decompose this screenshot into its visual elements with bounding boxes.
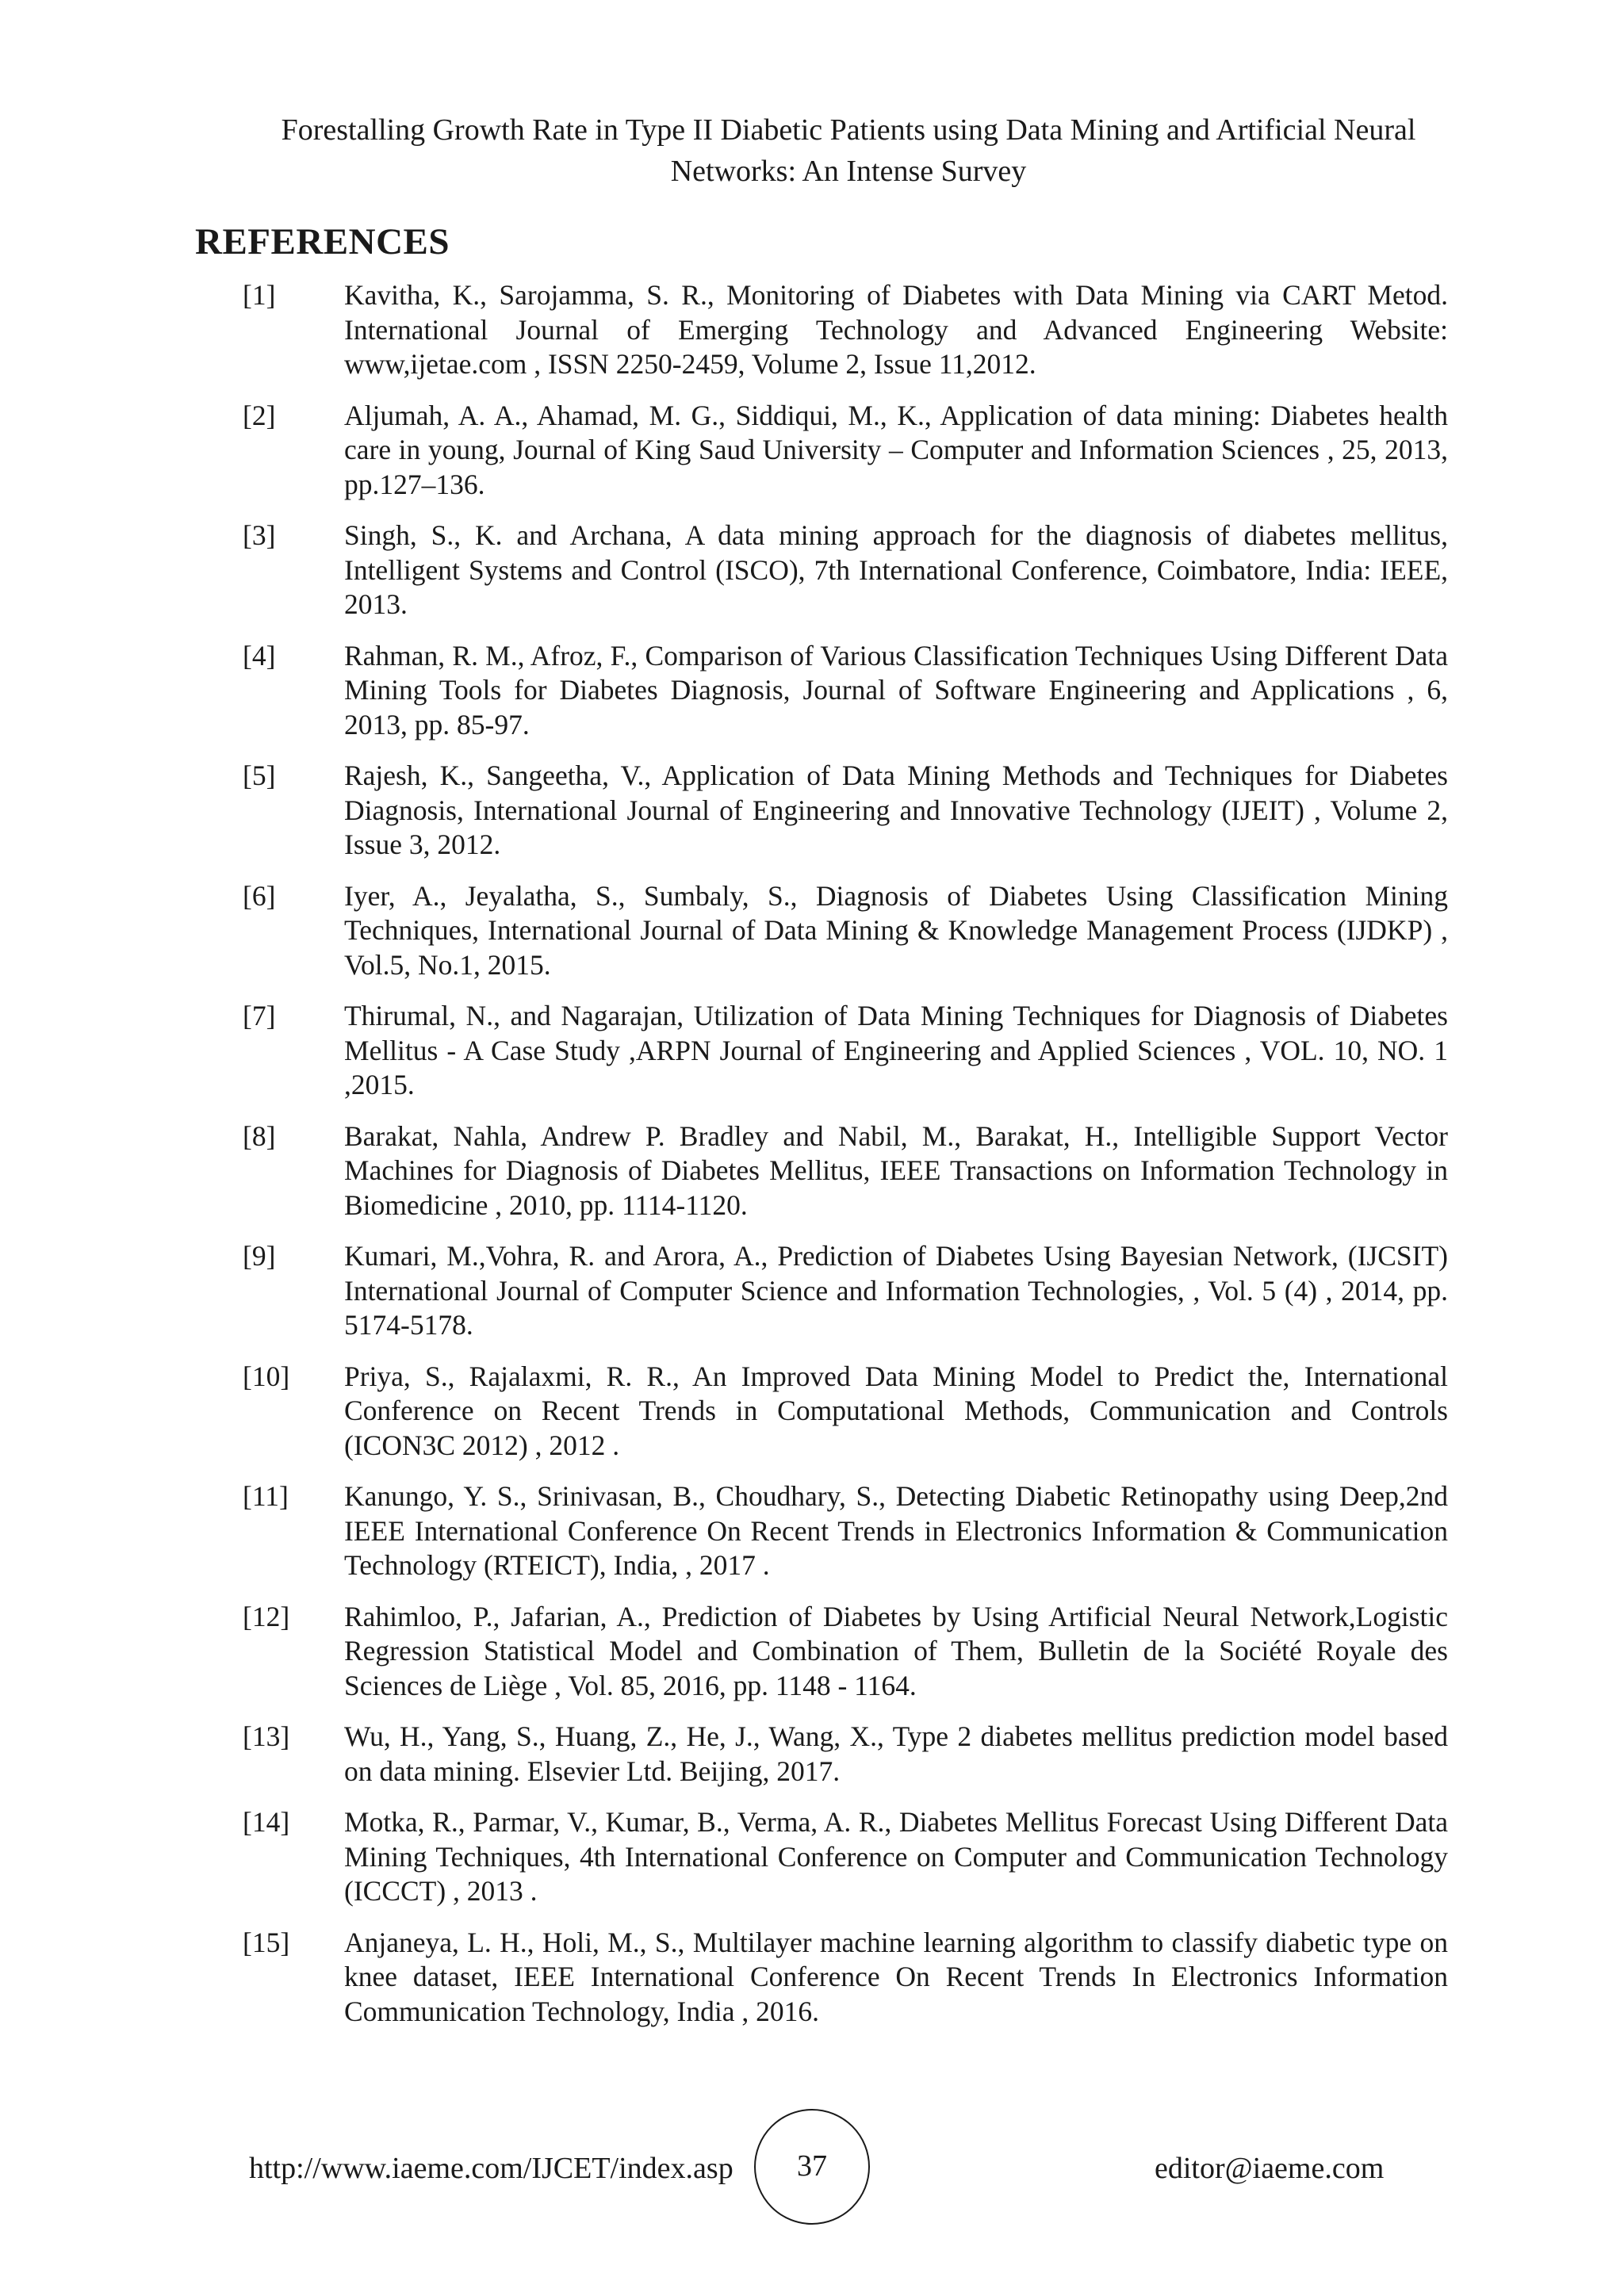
reference-number: [5] [243, 760, 276, 791]
reference-text: Aljumah, A. A., Ahamad, M. G., Siddiqui, M., K., Application of data mining: Diabetes health care in young, Journal of King Saud University – Computer and Information Sciences , 25, 2013, pp.127–136. [344, 399, 1448, 500]
reference-number: [15] [243, 1926, 290, 1958]
page-footer [0, 2109, 1624, 2236]
running-header-line-2: Networks: An Intense Survey [670, 155, 1027, 188]
reference-text: Singh, S., K. and Archana, A data mining approach for the diagnosis of diabetes mellitus, Intelligent Systems and Control (ISCO), 7th International Conference, Coimbatore, India: IEEE, 2013. [344, 519, 1448, 620]
running-header-line-1: Forestalling Growth Rate in Type II Diabetic Patients using Data Mining and Artificial Neural [281, 113, 1416, 147]
running-header [206, 109, 1491, 192]
reference-item [243, 1600, 1448, 1704]
reference-text: Rahimloo, P., Jafarian, A., Prediction of Diabetes by Using Artificial Neural Network,Logistic Regression Statistical Model and Combination of Them, Bulletin de la Société Royale des Sciences de Liège , Vol. 85, 2016, pp. 1148 - 1164. [344, 1600, 1448, 1701]
reference-text: Rajesh, K., Sangeetha, V., Application of Data Mining Methods and Techniques for Diabetes Diagnosis, International Journal of Engineering and Innovative Technology (IJEIT) , Volume 2, Issue 3, 2012. [344, 760, 1448, 860]
reference-number: [1] [243, 279, 276, 311]
reference-number: [14] [243, 1806, 290, 1838]
reference-number: [9] [243, 1240, 276, 1272]
reference-text: Anjaneya, L. H., Holi, M., S., Multilayer machine learning algorithm to classify diabetic type on knee dataset, IEEE International Conference On Recent Trends In Electronics Information Communication Technology, India , 2016. [344, 1926, 1448, 2027]
reference-item [243, 879, 1448, 983]
reference-number: [10] [243, 1360, 290, 1392]
reference-item [243, 1239, 1448, 1343]
page-number-badge: 37 [754, 2109, 870, 2225]
reference-number: [7] [243, 1000, 276, 1031]
reference-number: [4] [243, 639, 276, 672]
reference-item [243, 1805, 1448, 1909]
reference-item [243, 999, 1448, 1103]
reference-item [243, 1119, 1448, 1223]
reference-item [243, 278, 1448, 382]
reference-list [243, 278, 1448, 2045]
reference-item [243, 519, 1448, 622]
reference-text: Barakat, Nahla, Andrew P. Bradley and Nabil, M., Barakat, H., Intelligible Support Vector Machines for Diagnosis of Diabetes Mellitus, IEEE Transactions on Information Technology in Biomedicine , 2010, pp. 1114-1120. [344, 1119, 1448, 1221]
reference-number: [12] [243, 1600, 290, 1632]
reference-item [243, 1360, 1448, 1464]
reference-text: Priya, S., Rajalaxmi, R. R., An Improved Data Mining Model to Predict the, International Conference on Recent Trends in Computational Methods, Communication and Controls (ICON3C 2012) , 2012 . [344, 1360, 1448, 1461]
reference-number: [13] [243, 1720, 290, 1752]
reference-item [243, 639, 1448, 743]
reference-text: Motka, R., Parmar, V., Kumar, B., Verma, A. R., Diabetes Mellitus Forecast Using Different Data Mining Techniques, 4th International Conference on Computer and Communication Technology (ICCCT) , 2013 . [344, 1806, 1448, 1907]
reference-item [243, 759, 1448, 863]
reference-number: [2] [243, 399, 276, 431]
reference-number: [11] [243, 1480, 289, 1512]
reference-number: [6] [243, 879, 276, 912]
reference-text: Kanungo, Y. S., Srinivasan, B., Choudhary, S., Detecting Diabetic Retinopathy using Deep,2nd IEEE International Conference On Recent Trends in Electronics Information & Communication Technology (RTEICT), India, , 2017 . [344, 1480, 1448, 1581]
reference-item [243, 1720, 1448, 1789]
reference-number: [3] [243, 519, 276, 551]
reference-text: Kavitha, K., Sarojamma, S. R., Monitoring of Diabetes with Data Mining via CART Metod. International Journal of Emerging Technology and Advanced Engineering Website: www,ijetae.com , ISSN 2250-2459, Volume 2, Issue 11,2012. [344, 279, 1448, 380]
reference-number: [8] [243, 1119, 276, 1152]
reference-text: Iyer, A., Jeyalatha, S., Sumbaly, S., Diagnosis of Diabetes Using Classification Mining Techniques, International Journal of Data Mining & Knowledge Management Process (IJDKP) , Vol.5, No.1, 2015. [344, 879, 1448, 981]
section-title: REFERENCES [195, 221, 450, 262]
reference-item [243, 1926, 1448, 2030]
footer-url-link[interactable]: http://www.iaeme.com/IJCET/index.asp [249, 2152, 733, 2185]
reference-item [243, 399, 1448, 503]
reference-text: Thirumal, N., and Nagarajan, Utilization of Data Mining Techniques for Diagnosis of Diabetes Mellitus - A Case Study ,ARPN Journal of Engineering and Applied Sciences , VOL. 10, NO. 1 ,2015. [344, 1000, 1448, 1100]
reference-text: Kumari, M.,Vohra, R. and Arora, A., Prediction of Diabetes Using Bayesian Network, (IJCSIT) International Journal of Computer Science and Information Technologies, , Vol. 5 (4) , 2014, pp. 5174-5178. [344, 1240, 1448, 1341]
footer-email-link[interactable]: editor@iaeme.com [1155, 2152, 1385, 2185]
reference-text: Rahman, R. M., Afroz, F., Comparison of Various Classification Techniques Using Different Data Mining Tools for Diabetes Diagnosis, Journal of Software Engineering and Applications , 6, 2013, pp. 85-97. [344, 639, 1448, 740]
reference-item [243, 1479, 1448, 1583]
reference-text: Wu, H., Yang, S., Huang, Z., He, J., Wang, X., Type 2 diabetes mellitus prediction model based on data mining. Elsevier Ltd. Beijing, 2017. [344, 1720, 1448, 1787]
